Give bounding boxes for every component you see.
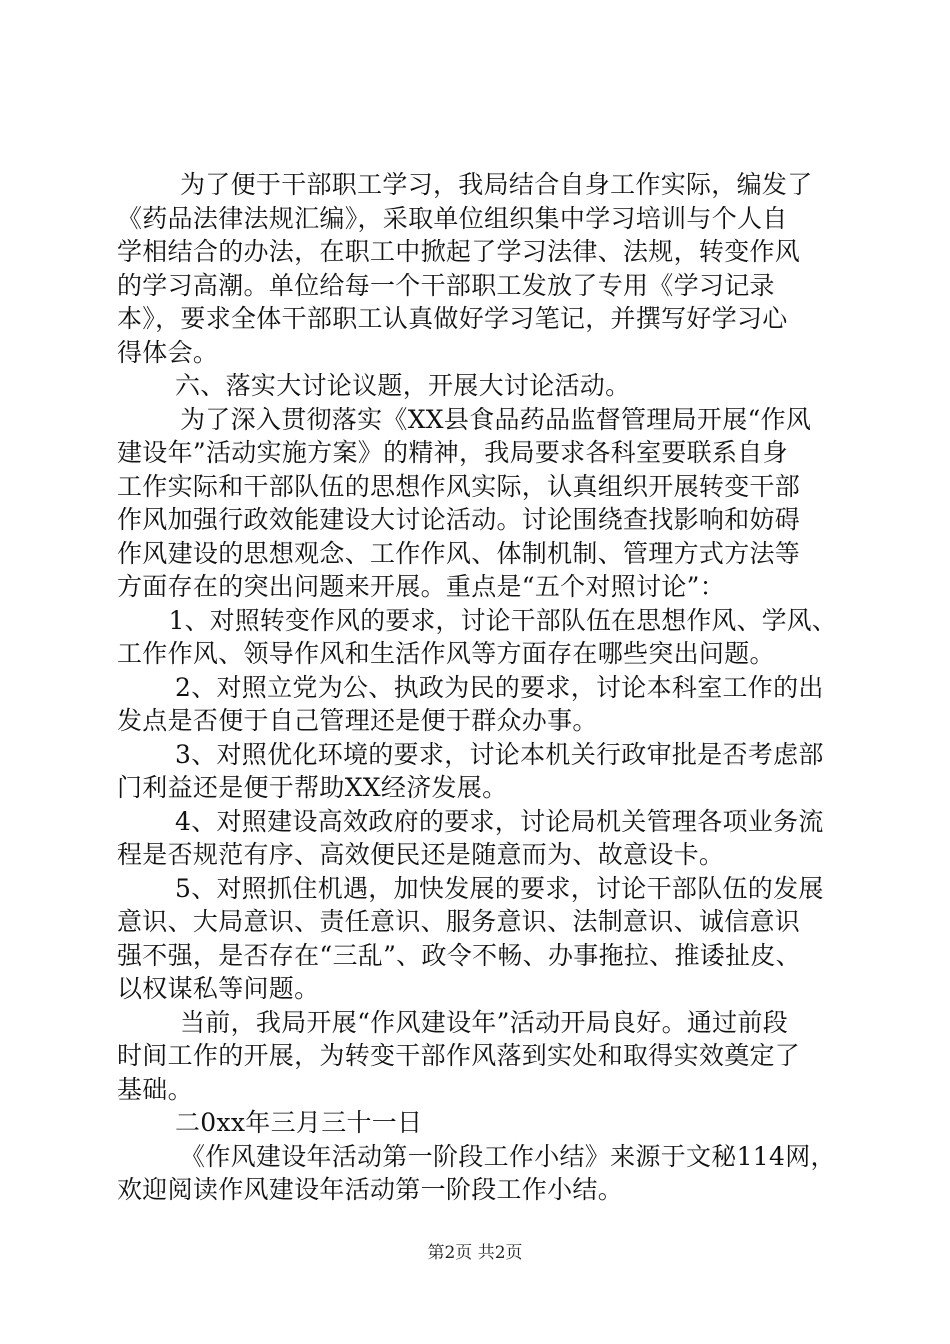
text-line: 强不强，是否存在“三乱”、政令不畅、办事拖拉、推诿扯皮、 bbox=[117, 940, 801, 970]
text-line: 得体会。 bbox=[117, 337, 219, 367]
text-line: 方面存在的突出问题来开展。重点是“五个对照讨论”： bbox=[117, 572, 726, 601]
text-line: 程是否规范有序、高效便民还是随意而为、故意设卡。 bbox=[117, 840, 725, 869]
text-line: 学相结合的办法，在职工中掀起了学习法律、法规，转变作风 bbox=[117, 237, 801, 266]
document-body bbox=[117, 168, 837, 1207]
text-line: 2、对照立党为公、执政为民的要求，讨论本科室工作的出 bbox=[175, 672, 824, 702]
text-line: 基础。 bbox=[117, 1074, 193, 1104]
text-line: 以权谋私等问题。 bbox=[117, 974, 320, 1003]
text-line: 意识、大局意识、责任意识、服务意识、法制意识、诚信意识 bbox=[117, 907, 801, 936]
text-line: 为了便于干部职工学习，我局结合自身工作实际，编发了 bbox=[180, 170, 813, 199]
text-line: 的学习高潮。单位给每一个干部职工发放了专用《学习记录 bbox=[117, 270, 775, 300]
text-line: 欢迎阅读作风建设年活动第一阶段工作小结。 bbox=[117, 1175, 624, 1204]
text-line: 工作作风、领导作风和生活作风等方面存在哪些突出问题。 bbox=[117, 639, 775, 668]
text-line: 发点是否便于自己管理还是便于群众办事。 bbox=[117, 706, 598, 735]
text-line: 六、落实大讨论议题，开展大讨论活动。 bbox=[175, 371, 631, 400]
text-line: 工作实际和干部队伍的思想作风实际，认真组织开展转变干部 bbox=[117, 471, 801, 501]
text-line: 为了深入贯彻落实《XX县食品药品监督管理局开展“作风 bbox=[180, 404, 812, 434]
text-line: 本》，要求全体干部职工认真做好学习笔记，并撰写好学习心 bbox=[117, 304, 788, 333]
text-line: 二0xx年三月三十一日 bbox=[175, 1108, 423, 1137]
text-line: 《药品法律法规汇编》，采取单位组织集中学习培训与个人自 bbox=[117, 203, 788, 233]
text-line: 当前，我局开展“作风建设年”活动开局良好。通过前段 bbox=[180, 1007, 789, 1037]
text-line: 1、对照转变作风的要求，讨论干部队伍在思想作风、学风、 bbox=[168, 605, 837, 635]
page-footer: 第2页 共2页 bbox=[427, 1243, 523, 1263]
text-line: 4、对照建设高效政府的要求，讨论局机关管理各项业务流 bbox=[175, 806, 824, 836]
text-line: 建设年”活动实施方案》的精神，我局要求各科室要联系自身 bbox=[117, 438, 788, 467]
text-line: 时间工作的开展，为转变干部作风落到实处和取得实效奠定了 bbox=[117, 1041, 801, 1070]
text-line: 3、对照优化环境的要求，讨论本机关行政审批是否考虑部 bbox=[175, 739, 824, 769]
text-line: 《作风建设年活动第一阶段工作小结》来源于文秘114网， bbox=[180, 1141, 836, 1171]
text-line: 5、对照抓住机遇，加快发展的要求，讨论干部队伍的发展 bbox=[175, 873, 824, 903]
text-line: 作风加强行政效能建设大讨论活动。讨论围绕查找影响和妨碍 bbox=[117, 505, 801, 534]
text-line: 作风建设的思想观念、工作作风、体制机制、管理方式方法等 bbox=[117, 538, 801, 568]
text-line: 门利益还是便于帮助XX经济发展。 bbox=[117, 773, 508, 802]
